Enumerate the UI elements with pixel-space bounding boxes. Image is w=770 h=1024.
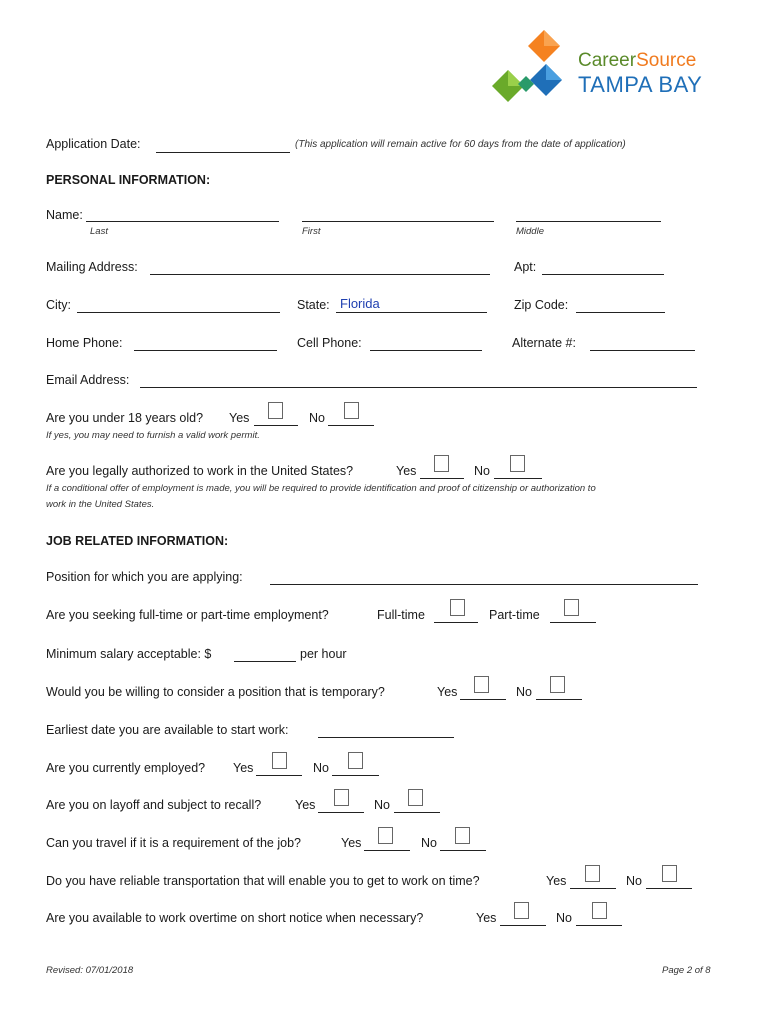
travel-no-label: No <box>421 836 437 850</box>
authorized-no-line <box>494 478 542 479</box>
transport-question: Do you have reliable transportation that will enable you to get to work on time? <box>46 874 480 888</box>
under18-no-label: No <box>309 411 325 425</box>
fulltime-label: Full-time <box>377 608 425 622</box>
authorized-yes-line <box>420 478 464 479</box>
revised-date: Revised: 07/01/2018 <box>46 965 134 976</box>
parttime-line <box>550 622 596 623</box>
employed-question: Are you currently employed? <box>46 761 206 775</box>
layoff-no-label: No <box>374 798 390 812</box>
layoff-yes-line <box>318 812 364 813</box>
cell-phone-label: Cell Phone: <box>297 336 362 350</box>
employed-yes-label: Yes <box>233 761 254 775</box>
state-value: Florida <box>340 296 380 311</box>
last-caption: Last <box>90 226 108 237</box>
page-number: Page 2 of 8 <box>662 965 711 976</box>
apt-label: Apt: <box>514 260 537 274</box>
name-label: Name: <box>46 208 83 222</box>
state-field[interactable] <box>336 312 487 313</box>
layoff-yes-label: Yes <box>295 798 316 812</box>
careersource-logo <box>486 28 726 122</box>
employed-no-line <box>332 775 379 776</box>
transport-yes-checkbox[interactable] <box>585 865 600 882</box>
salary-field[interactable] <box>234 661 296 662</box>
authorized-note-line2: work in the United States. <box>46 499 155 510</box>
under18-yes-checkbox[interactable] <box>268 402 283 419</box>
middle-name-field[interactable] <box>516 221 661 222</box>
travel-no-checkbox[interactable] <box>455 827 470 844</box>
travel-question: Can you travel if it is a requirement of the job? <box>46 836 301 850</box>
email-field[interactable] <box>140 387 697 388</box>
overtime-question: Are you available to work overtime on short notice when necessary? <box>46 911 424 925</box>
parttime-checkbox[interactable] <box>564 599 579 616</box>
state-label: State: <box>297 298 330 312</box>
temporary-no-checkbox[interactable] <box>550 676 565 693</box>
temporary-no-label: No <box>516 685 532 699</box>
overtime-no-checkbox[interactable] <box>592 902 607 919</box>
seeking-question: Are you seeking full-time or part-time employment? <box>46 608 329 622</box>
logo-tampa-bay: TAMPA BAY <box>578 72 703 97</box>
middle-caption: Middle <box>516 226 544 237</box>
authorized-no-label: No <box>474 464 490 478</box>
overtime-yes-checkbox[interactable] <box>514 902 529 919</box>
first-caption: First <box>302 226 321 237</box>
transport-no-checkbox[interactable] <box>662 865 677 882</box>
employed-no-label: No <box>313 761 329 775</box>
zip-field[interactable] <box>576 312 665 313</box>
authorized-note-line1: If a conditional offer of employment is made, you will be required to provide identification and proof of citizenship or authorization to <box>46 483 596 494</box>
travel-no-line <box>440 850 486 851</box>
authorized-question: Are you legally authorized to work in the United States? <box>46 464 354 478</box>
mailing-address-label: Mailing Address: <box>46 260 138 274</box>
last-name-field[interactable] <box>86 221 279 222</box>
temporary-question: Would you be willing to consider a position that is temporary? <box>46 685 385 699</box>
alternate-label: Alternate #: <box>512 336 576 350</box>
city-label: City: <box>46 298 71 312</box>
layoff-yes-checkbox[interactable] <box>334 789 349 806</box>
overtime-yes-line <box>500 925 546 926</box>
under18-question: Are you under 18 years old? <box>46 411 204 425</box>
start-date-label: Earliest date you are available to start work: <box>46 723 289 737</box>
temporary-yes-label: Yes <box>437 685 458 699</box>
per-hour-label: per hour <box>300 647 347 661</box>
application-date-label: Application Date: <box>46 137 141 151</box>
authorized-yes-label: Yes <box>396 464 417 478</box>
application-date-field[interactable] <box>156 152 290 153</box>
employed-no-checkbox[interactable] <box>348 752 363 769</box>
travel-yes-checkbox[interactable] <box>378 827 393 844</box>
logo-mark-icon <box>486 28 576 122</box>
transport-yes-line <box>570 888 616 889</box>
home-phone-field[interactable] <box>134 350 277 351</box>
layoff-no-checkbox[interactable] <box>408 789 423 806</box>
layoff-no-line <box>394 812 440 813</box>
overtime-yes-label: Yes <box>476 911 497 925</box>
job-heading: JOB RELATED INFORMATION: <box>46 534 229 548</box>
employed-yes-line <box>256 775 302 776</box>
apt-field[interactable] <box>542 274 664 275</box>
temporary-yes-line <box>460 699 506 700</box>
travel-yes-line <box>364 850 410 851</box>
home-phone-label: Home Phone: <box>46 336 123 350</box>
fulltime-checkbox[interactable] <box>450 599 465 616</box>
authorized-yes-checkbox[interactable] <box>434 455 449 472</box>
under18-yes-line <box>254 425 298 426</box>
salary-label: Minimum salary acceptable: $ <box>46 647 212 661</box>
zip-label: Zip Code: <box>514 298 569 312</box>
transport-no-line <box>646 888 692 889</box>
transport-yes-label: Yes <box>546 874 567 888</box>
mailing-address-field[interactable] <box>150 274 490 275</box>
cell-phone-field[interactable] <box>370 350 482 351</box>
under18-yes-label: Yes <box>229 411 250 425</box>
employed-yes-checkbox[interactable] <box>272 752 287 769</box>
city-field[interactable] <box>77 312 280 313</box>
logo-wordmark: CareerSource <box>578 50 697 71</box>
parttime-label: Part-time <box>489 608 540 622</box>
position-field[interactable] <box>270 584 698 585</box>
authorized-no-checkbox[interactable] <box>510 455 525 472</box>
under18-no-checkbox[interactable] <box>344 402 359 419</box>
start-date-field[interactable] <box>318 737 454 738</box>
alternate-field[interactable] <box>590 350 695 351</box>
position-label: Position for which you are applying: <box>46 570 243 584</box>
temporary-yes-checkbox[interactable] <box>474 676 489 693</box>
temporary-no-line <box>536 699 582 700</box>
fulltime-line <box>434 622 478 623</box>
overtime-no-label: No <box>556 911 572 925</box>
overtime-no-line <box>576 925 622 926</box>
under18-note: If yes, you may need to furnish a valid work permit. <box>46 430 260 441</box>
travel-yes-label: Yes <box>341 836 362 850</box>
under18-no-line <box>328 425 374 426</box>
first-name-field[interactable] <box>302 221 494 222</box>
application-date-note: (This application will remain active for 60 days from the date of application) <box>295 139 626 150</box>
email-label: Email Address: <box>46 373 130 387</box>
transport-no-label: No <box>626 874 642 888</box>
personal-heading: PERSONAL INFORMATION: <box>46 173 211 187</box>
layoff-question: Are you on layoff and subject to recall? <box>46 798 262 812</box>
